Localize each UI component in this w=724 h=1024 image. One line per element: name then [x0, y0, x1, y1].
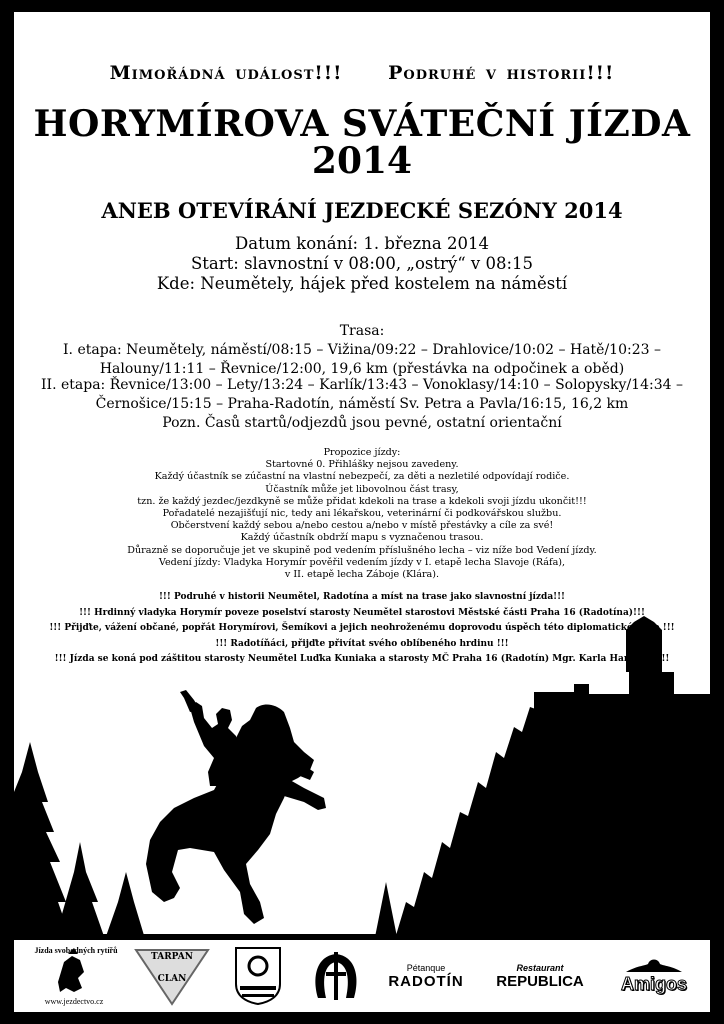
rules-line: Startovné 0. Přihlášky nejsou zavedeny.: [265, 459, 459, 471]
poster: [14, 12, 710, 1012]
rules-line: Každý účastník obdrží mapu s vyznačenou trasou.: [240, 532, 484, 544]
republica-logo: [488, 944, 592, 1008]
jizda-logo: [28, 944, 120, 1008]
jizda-name: Jízda svobodných rytířů: [34, 946, 118, 955]
title-year: 2014: [311, 140, 413, 182]
rules-line: Každý účastník se zúčastní na vlastní nebezpečí, za děti a nezletilé odpovídají rodiče.: [154, 471, 570, 483]
clan-text: CLAN: [157, 974, 187, 984]
horseshoe-icon: [308, 948, 364, 1004]
petanque-text: Pétanque: [406, 962, 446, 973]
event-info: [14, 234, 710, 294]
rules-line: Pořadatelé nezajišťují nic, tedy ani lékařskou, veterinární či podkovářskou službu.: [162, 508, 562, 520]
event-start: Start: slavnostní v 08:00, „ostrý“ v 08:15: [191, 254, 533, 273]
route-stage-1: [14, 322, 710, 379]
amigos-logo: [608, 944, 700, 1008]
route-note: Pozn. Časů startů/odjezdů jsou pevné, ostatní orientační: [162, 415, 562, 431]
route-stage-2: [14, 376, 710, 433]
event-date: Datum konání: 1. března 2014: [235, 234, 489, 253]
stage1-line: I. etapa: Neumětely, náměstí/08:15 – Vižina/09:22 – Drahlovice/10:02 – Hatě/10:23 –: [63, 342, 661, 358]
republica-text: REPUBLICA: [496, 972, 584, 990]
notes-line: !!! Radotíňáci, přijďte přivítat svého oblíbeného hrdinu !!!: [215, 638, 509, 649]
stage2-line: Černošice/15:15 – Praha-Radotín, náměstí Sv. Petra a Pavla/16:15, 16,2 km: [95, 396, 629, 412]
restaurant-text: Restaurant: [516, 962, 564, 973]
headline-right: Podruhé v historii!!!: [388, 62, 615, 84]
stage1-line: Halouny/11:11 – Řevnice/12:00, 19,6 km (přestávka na odpočinek a oběd): [99, 361, 625, 377]
petanque-logo: [380, 944, 472, 1008]
tarpan-logo: [132, 944, 212, 1008]
sombrero-icon: [624, 958, 684, 974]
amigos-text: Amigos: [620, 973, 687, 994]
sponsor-logos: [14, 940, 710, 1012]
route-heading: Trasa:: [339, 323, 385, 339]
notes-line: !!! Podruhé v historii Neumětel, Radotína a míst na trase jako slavnostní jízda!!!: [158, 592, 566, 602]
rules-line: Vedení jízdy: Vladyka Horymír pověřil vedením jízdy v I. etapě lecha Slavoje (Ráfa),: [158, 556, 566, 568]
radotin-coat-of-arms: [230, 944, 286, 1008]
event-place: Kde: Neumětely, hájek před kostelem na náměstí: [156, 274, 568, 293]
rules-line: Účastník může jet libovolnou část trasy,: [265, 483, 459, 495]
notes-line: !!! Hrdinný vladyka Horymír poveze poselství starosty Neumětel starostovi Městské části Praha 16 (Radotína)!!!: [79, 607, 645, 618]
rules-line: v II. etapě lecha Záboje (Klára).: [284, 569, 440, 581]
headline-left: Mimořádná událost!!!: [109, 62, 343, 84]
coat-of-arms-icon: [234, 946, 282, 1006]
rules-line: Propozice jízdy:: [323, 447, 401, 458]
notes-line: !!! Jízda se koná pod záštitou starosty Neumětel Luďka Kuniaka a starosty MČ Praha 16 (Radotín) Mgr. Karla Hanzlíka !!!: [54, 654, 670, 664]
rules-line: Důrazně se doporučuje jet ve skupině pod vedením příslušného lecha – viz níže bod Vedení jízdy.: [127, 544, 597, 556]
stage2-line: II. etapa: Řevnice/13:00 – Lety/13:24 – Karlík/13:43 – Vonoklasy/14:10 – Solopysky/14:34 –: [41, 377, 683, 393]
rider-castle-silhouette: [14, 602, 710, 942]
tarpan-text: TARPAN: [151, 952, 193, 962]
jizda-url: www.jezdectvo.cz: [44, 997, 104, 1006]
radotin-text: RADOTÍN: [388, 972, 464, 990]
page-title: HORYMÍROVA SVÁTEČNÍ JÍZDA: [33, 103, 691, 145]
rules-block: [14, 447, 710, 581]
subtitle: ANEB OTEVÍRÁNÍ JEZDECKÉ SEZÓNY 2014: [101, 198, 623, 223]
rules-line: Občerstvení každý sebou a/nebo cestou a/nebo v místě přestávky a cíle za své!: [170, 520, 554, 532]
rules-line: tzn. že každý jezdec/jezdkyně se může přidat kdekoli na trase a kdekoli svoji jízdu ukončit!!!: [137, 495, 587, 507]
top-banner: [14, 62, 710, 84]
notes-line: !!! Přijďte, vážení občané, popřát Horymírovi, Šemíkovi a jejich neohroženému doprovodu úspěch této diplomatické mise !!!: [49, 623, 675, 633]
horseshoe-logo: [306, 944, 366, 1008]
